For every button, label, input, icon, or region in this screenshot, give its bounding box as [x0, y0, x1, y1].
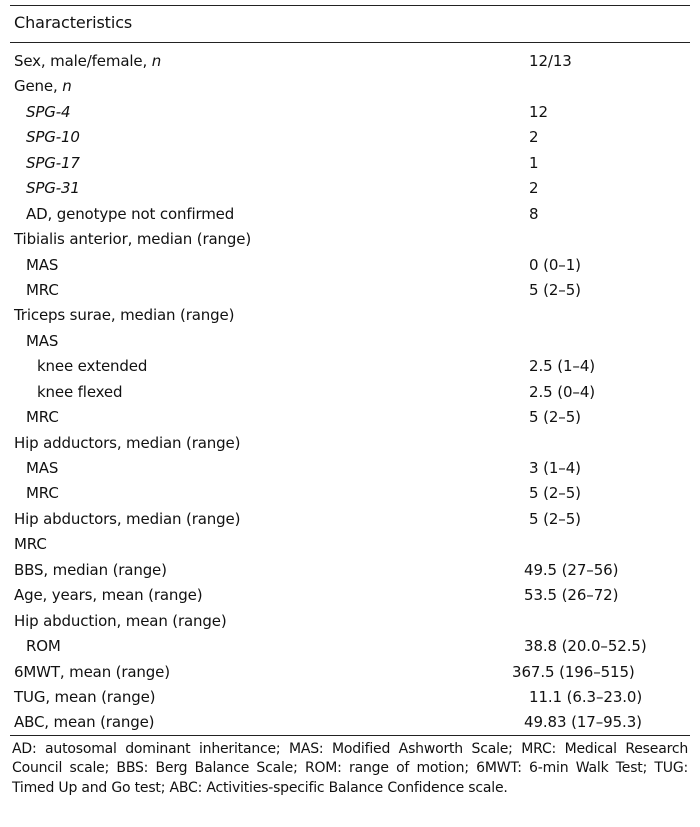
- row-label: Triceps surae, median (range): [14, 306, 235, 325]
- row-value: 2.5 (1–4): [529, 357, 596, 376]
- table-row: [0, 303, 700, 328]
- row-label: Tibialis anterior, median (range): [14, 230, 252, 249]
- row-label: Hip abduction, mean (range): [14, 611, 227, 630]
- row-label: TUG, mean (range): [14, 687, 156, 706]
- table-row: [0, 151, 700, 176]
- row-value: 2: [529, 128, 539, 147]
- row-value: 0 (0–1): [529, 255, 581, 274]
- table-row: [0, 685, 700, 710]
- table-row: [0, 380, 700, 405]
- header-rule: [10, 42, 690, 43]
- row-label: Age, years, mean (range): [14, 586, 203, 605]
- top-rule: [10, 5, 690, 6]
- bottom-rule: [10, 735, 690, 736]
- table-row: [0, 532, 700, 557]
- row-value: 5 (2–5): [529, 280, 581, 299]
- table-row: [0, 176, 700, 201]
- row-value: 1: [529, 153, 539, 172]
- table-row: [0, 456, 700, 481]
- row-value: 5 (2–5): [529, 509, 581, 528]
- row-value: 11.1 (6.3–23.0): [529, 687, 643, 706]
- row-label: BBS, median (range): [14, 560, 167, 579]
- row-label: MRC: [26, 408, 59, 427]
- table-row: [0, 49, 700, 74]
- row-label: MRC: [14, 535, 47, 554]
- row-label: ABC, mean (range): [14, 713, 155, 732]
- table-row: [0, 558, 700, 583]
- row-label: knee flexed: [37, 382, 123, 401]
- table-row: [0, 431, 700, 456]
- row-label: SPG-17: [26, 153, 80, 172]
- table-row: [0, 227, 700, 252]
- row-value: 38.8 (20.0–52.5): [524, 637, 647, 656]
- row-value: 3 (1–4): [529, 459, 581, 477]
- row-value: 5 (2–5): [529, 408, 581, 427]
- row-label: 6MWT, mean (range): [14, 662, 170, 681]
- row-label: Hip abductors, median (range): [14, 509, 241, 528]
- row-value: 49.5 (27–56): [524, 560, 619, 579]
- table-row: [0, 405, 700, 430]
- row-label: Hip adductors, median (range): [14, 433, 241, 452]
- table-row: [0, 609, 700, 634]
- row-label: ROM: [26, 637, 61, 656]
- table-row: [0, 74, 700, 99]
- row-value: 12/13: [529, 52, 572, 70]
- row-label: knee extended: [37, 357, 148, 376]
- table-body: [0, 49, 700, 736]
- table-row: [0, 100, 700, 125]
- row-label: MAS: [26, 255, 59, 274]
- row-value: 8: [529, 204, 539, 223]
- row-value: 2.5 (0–4): [529, 382, 596, 401]
- table-row: [0, 481, 700, 506]
- table-footnote: AD: autosomal dominant inheritance; MAS: Modified Ashworth Scale; MRC: Medical Research Council scale; BBS: Berg Balance Scale; ROM: range of motion; 6MWT: 6-min Walk Test; TUG: Timed Up and Go test; ABC: Activities-specific Balance Confidence scale.: [12, 741, 688, 796]
- row-value: 49.83 (17–95.3): [524, 713, 642, 732]
- row-value: 2: [529, 179, 539, 198]
- table-row: [0, 354, 700, 379]
- table-row: [0, 125, 700, 150]
- row-label: SPG-31: [26, 179, 80, 198]
- table-row: [0, 660, 700, 685]
- row-label: Sex, male/female, n: [14, 52, 162, 70]
- table-row: [0, 583, 700, 608]
- column-header-characteristics: Characteristics: [14, 13, 133, 32]
- row-label: AD, genotype not confirmed: [26, 204, 235, 223]
- table-row: [0, 710, 700, 735]
- row-label: Gene, n: [14, 77, 72, 96]
- row-value: 5 (2–5): [529, 484, 581, 503]
- row-label: SPG-4: [26, 102, 71, 121]
- table-row: [0, 634, 700, 659]
- row-label: SPG-10: [26, 128, 80, 147]
- row-label: MAS: [26, 459, 59, 477]
- table-row: [0, 329, 700, 354]
- row-label: MRC: [26, 484, 59, 503]
- table-row: [0, 278, 700, 303]
- row-value: 12: [529, 102, 548, 121]
- table-row: [0, 202, 700, 227]
- row-label: MRC: [26, 280, 59, 299]
- row-label: MAS: [26, 331, 59, 350]
- table-row: [0, 253, 700, 278]
- row-value: 53.5 (26–72): [524, 586, 619, 605]
- row-value: 367.5 (196–515): [512, 662, 635, 681]
- table-row: [0, 507, 700, 532]
